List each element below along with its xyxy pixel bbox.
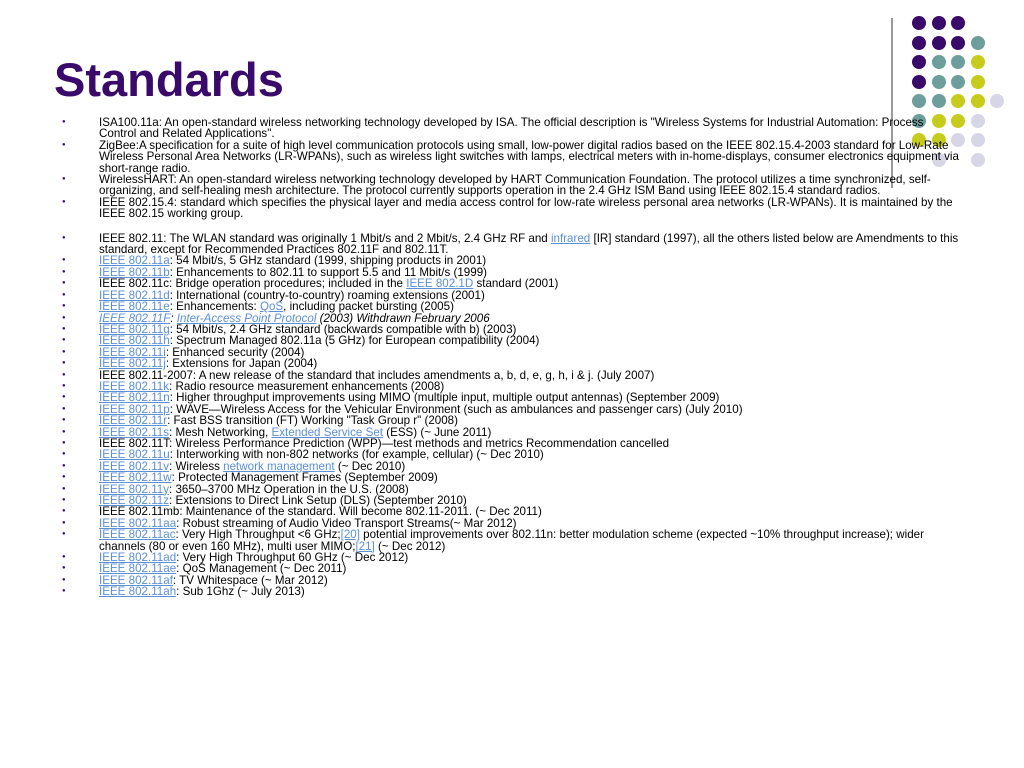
decorative-dot — [951, 36, 965, 50]
bullet-link[interactable]: IEEE 802.11h — [99, 334, 170, 348]
bullet-text: : Extensions to Direct Link Setup (DLS) (September 2010) — [169, 494, 467, 507]
bullet-text: : Interworking with non-802 networks (for example, cellular) (~ Dec 2010) — [169, 448, 544, 462]
bullet-text: ZigBee:A specification for a suite of high level communication protocols using small, low-power digital radios based on the IEEE 802.15.4-2003 standard for Low-Rate Wireless Personal Area Networks (LR-WPANs), such as wireless light switches with lamps, electrical meters with in-home-displays, consumer electronics equipment via short-range radio. — [99, 138, 959, 175]
bullet-link[interactable]: IEEE 802.11e — [99, 300, 170, 314]
bullet-text: IEEE 802.11mb: Maintenance of the standard. Will become 802.11-2011. (~ Dec 2011) — [99, 505, 542, 519]
bullet-link[interactable]: IEEE 802.11ae — [99, 562, 177, 576]
bullet-text: potential improvements over 802.11n: better modulation scheme (expected ~10% throughput increase); wider channels (80 or even 160 MHz), multi user MIMO; — [99, 528, 924, 553]
bullet-text: IEEE 802.11-2007: A new release of the standard that includes amendments a, b, d, e, g, h, i & j. (July 2007) — [99, 368, 655, 382]
bullet-link[interactable]: IEEE 802.11k — [99, 379, 170, 393]
slide-title: Standards — [54, 53, 284, 106]
bullet-item — [62, 140, 962, 174]
bullet-link[interactable]: IEEE 802.11w — [99, 471, 172, 485]
bullet-text: : Protected Management Frames (September 2009) — [171, 471, 438, 485]
decorative-dot — [912, 16, 926, 30]
decorative-dot — [932, 36, 946, 50]
decorative-dot — [971, 133, 985, 147]
bullet-item — [62, 233, 962, 256]
decorative-dot — [951, 94, 965, 108]
bullet-text: (ESS) (~ June 2011) — [383, 425, 492, 439]
bullet-link[interactable]: IEEE 802.11a — [99, 254, 170, 268]
decorative-dot — [932, 75, 946, 89]
bullet-item — [62, 586, 962, 597]
bullet-text: : Enhancements: — [169, 300, 260, 314]
decorative-dot — [971, 94, 985, 108]
decorative-dot — [971, 55, 985, 69]
bullet-text: : WAVE—Wireless Access for the Vehicular Environment (such as ambulances and passenger cars) (July 2010) — [169, 402, 743, 416]
bullet-link[interactable]: IEEE 802.11n — [99, 391, 170, 405]
decorative-dot — [951, 75, 965, 89]
bullet-item — [62, 174, 962, 197]
decorative-dot — [971, 75, 985, 89]
bullet-text: ISA100.11a: An open-standard wireless networking technology developed by ISA. The official description is "Wireless Systems for Industrial Automation: Process Control and Related Applications". — [99, 116, 924, 141]
bullet-text: : Higher throughput improvements using MIMO (multiple input, multiple output antennas) (September 2009) — [169, 391, 720, 405]
bullet-list — [62, 117, 962, 598]
decorative-dot — [951, 16, 965, 30]
decorative-dot — [990, 94, 1004, 108]
bullet-link[interactable]: IEEE 802.11i — [99, 345, 166, 359]
bullet-link[interactable]: IEEE 802.11b — [99, 265, 170, 279]
decorative-dot — [971, 36, 985, 50]
bullet-link[interactable]: IEEE 802.11j — [99, 357, 166, 371]
bullet-text: : Radio resource measurement enhancements (2008) — [169, 379, 445, 393]
bullet-text: IEEE 802.15.4: standard which specifies the physical layer and media access control for low-rate wireless personal area networks (LR-WPANs). It is maintained by the IEEE 802.15 working group. — [99, 195, 953, 221]
bullet-text: : Enhancements to 802.11 to support 5.5 and 11 Mbit/s (1999) — [169, 265, 488, 279]
bullet-text: : QoS Management (~ Dec 2011) — [176, 562, 347, 576]
bullet-item — [62, 117, 962, 140]
bullet-link[interactable]: IEEE 802.1D — [406, 277, 474, 291]
bullet-link[interactable]: IEEE 802.11r — [99, 414, 168, 428]
bullet-link[interactable]: IEEE 802.11u — [99, 448, 170, 462]
decorative-dot — [932, 16, 946, 30]
bullet-text: : 3650–3700 MHz Operation in the U.S. (2008) — [169, 482, 409, 496]
bullet-item — [62, 529, 962, 552]
bullet-link[interactable]: IEEE 802.11af — [99, 573, 173, 587]
bullet-text: : Mesh Networking, — [169, 425, 272, 439]
bullet-text: : Sub 1Ghz (~ July 2013) — [176, 585, 305, 599]
bullet-link[interactable]: [21] — [355, 539, 375, 553]
bullet-link[interactable]: QoS — [259, 300, 284, 314]
bullet-text: : Extensions for Japan (2004) — [165, 357, 318, 371]
bullet-text: : Robust streaming of Audio Video Transport Streams(~ Mar 2012) — [176, 516, 517, 530]
bullet-link[interactable]: IEEE 802.11y — [99, 482, 170, 496]
bullet-link[interactable]: Inter-Access Point Protocol — [176, 311, 317, 325]
bullet-link[interactable]: IEEE 802.11g — [99, 322, 170, 336]
bullet-text: IEEE 802.11T: Wireless Performance Prediction (WPP)—test methods and metrics Recommendation cancelled — [99, 436, 670, 450]
bullet-text: : TV Whitespace (~ Mar 2012) — [172, 573, 328, 587]
bullet-text: IEEE 802.11c: Bridge operation procedures; included in the — [99, 277, 407, 291]
bullet-link[interactable]: [20] — [340, 528, 360, 542]
decorative-dot — [912, 55, 926, 69]
decorative-dot — [951, 55, 965, 69]
bullet-text: : Wireless — [169, 459, 224, 473]
bullet-link[interactable]: IEEE 802.11F — [99, 311, 171, 325]
bullet-text: (~ Dec 2012) — [374, 539, 446, 553]
bullet-link[interactable]: network management — [223, 459, 335, 473]
bullet-text: : Very High Throughput <6 GHz; — [175, 528, 341, 542]
bullet-link[interactable]: Extended Service Set — [271, 425, 383, 439]
bullet-text: standard (2001) — [473, 277, 559, 291]
bullet-text: IEEE 802.11: The WLAN standard was originally 1 Mbit/s and 2 Mbit/s, 2.4 GHz RF and — [99, 231, 551, 245]
bullet-link[interactable]: IEEE 802.11ac — [99, 528, 176, 542]
decorative-dot — [932, 94, 946, 108]
bullet-text: [IR] standard (1997), all the others listed below are Amendments to this standard, except for Recommended Practices 802.11F and 802.11T. — [99, 231, 959, 257]
bullet-text: (~ Dec 2010) — [334, 459, 406, 473]
decorative-dot — [971, 153, 985, 167]
bullet-link[interactable]: IEEE 802.11s — [99, 425, 170, 439]
bullet-link[interactable]: infrared — [550, 231, 591, 245]
bullet-text: (2003) Withdrawn February 2006 — [316, 311, 490, 325]
bullet-text: : 54 Mbit/s, 2.4 GHz standard (backwards compatible with b) (2003) — [169, 322, 517, 336]
bullet-text: , including packet bursting (2005) — [283, 300, 454, 314]
bullet-text: : Fast BSS transition (FT) Working "Task Group r" (2008) — [167, 414, 458, 428]
bullet-text: : — [170, 311, 177, 325]
decorative-dot — [912, 75, 926, 89]
bullet-item — [62, 197, 962, 220]
bullet-link[interactable]: IEEE 802.11ad — [99, 551, 177, 565]
bullet-text: : Very High Throughput 60 GHz (~ Dec 2012) — [176, 551, 409, 565]
bullet-link[interactable]: IEEE 802.11aa — [99, 516, 177, 530]
bullet-text: : International (country-to-country) roaming extensions (2001) — [169, 288, 485, 302]
bullet-link[interactable]: IEEE 802.11ah — [99, 585, 177, 599]
decorative-dot — [932, 55, 946, 69]
bullet-text: : Enhanced security (2004) — [165, 345, 305, 359]
bullet-text: : Spectrum Managed 802.11a (5 GHz) for European compatibility (2004) — [169, 334, 540, 348]
decorative-dot — [912, 94, 926, 108]
bullet-link[interactable]: IEEE 802.11z — [99, 494, 170, 507]
bullet-text: WirelessHART: An open-standard wireless networking technology developed by HART Communication Foundation. The protocol utilizes a time synchronized, self-organizing, and self-healing mesh architecture. The protocol currently supports operation in the 2.4 GHz ISM Band using IEEE 802.15.4 standard radios. — [99, 173, 931, 198]
bullet-link[interactable]: IEEE 802.11p — [99, 402, 170, 416]
bullet-link[interactable]: IEEE 802.11d — [99, 288, 170, 302]
bullet-link[interactable]: IEEE 802.11v — [99, 459, 170, 473]
decorative-dot — [912, 36, 926, 50]
bullet-text: : 54 Mbit/s, 5 GHz standard (1999, shipping products in 2001) — [169, 254, 487, 268]
decorative-dot — [971, 114, 985, 128]
